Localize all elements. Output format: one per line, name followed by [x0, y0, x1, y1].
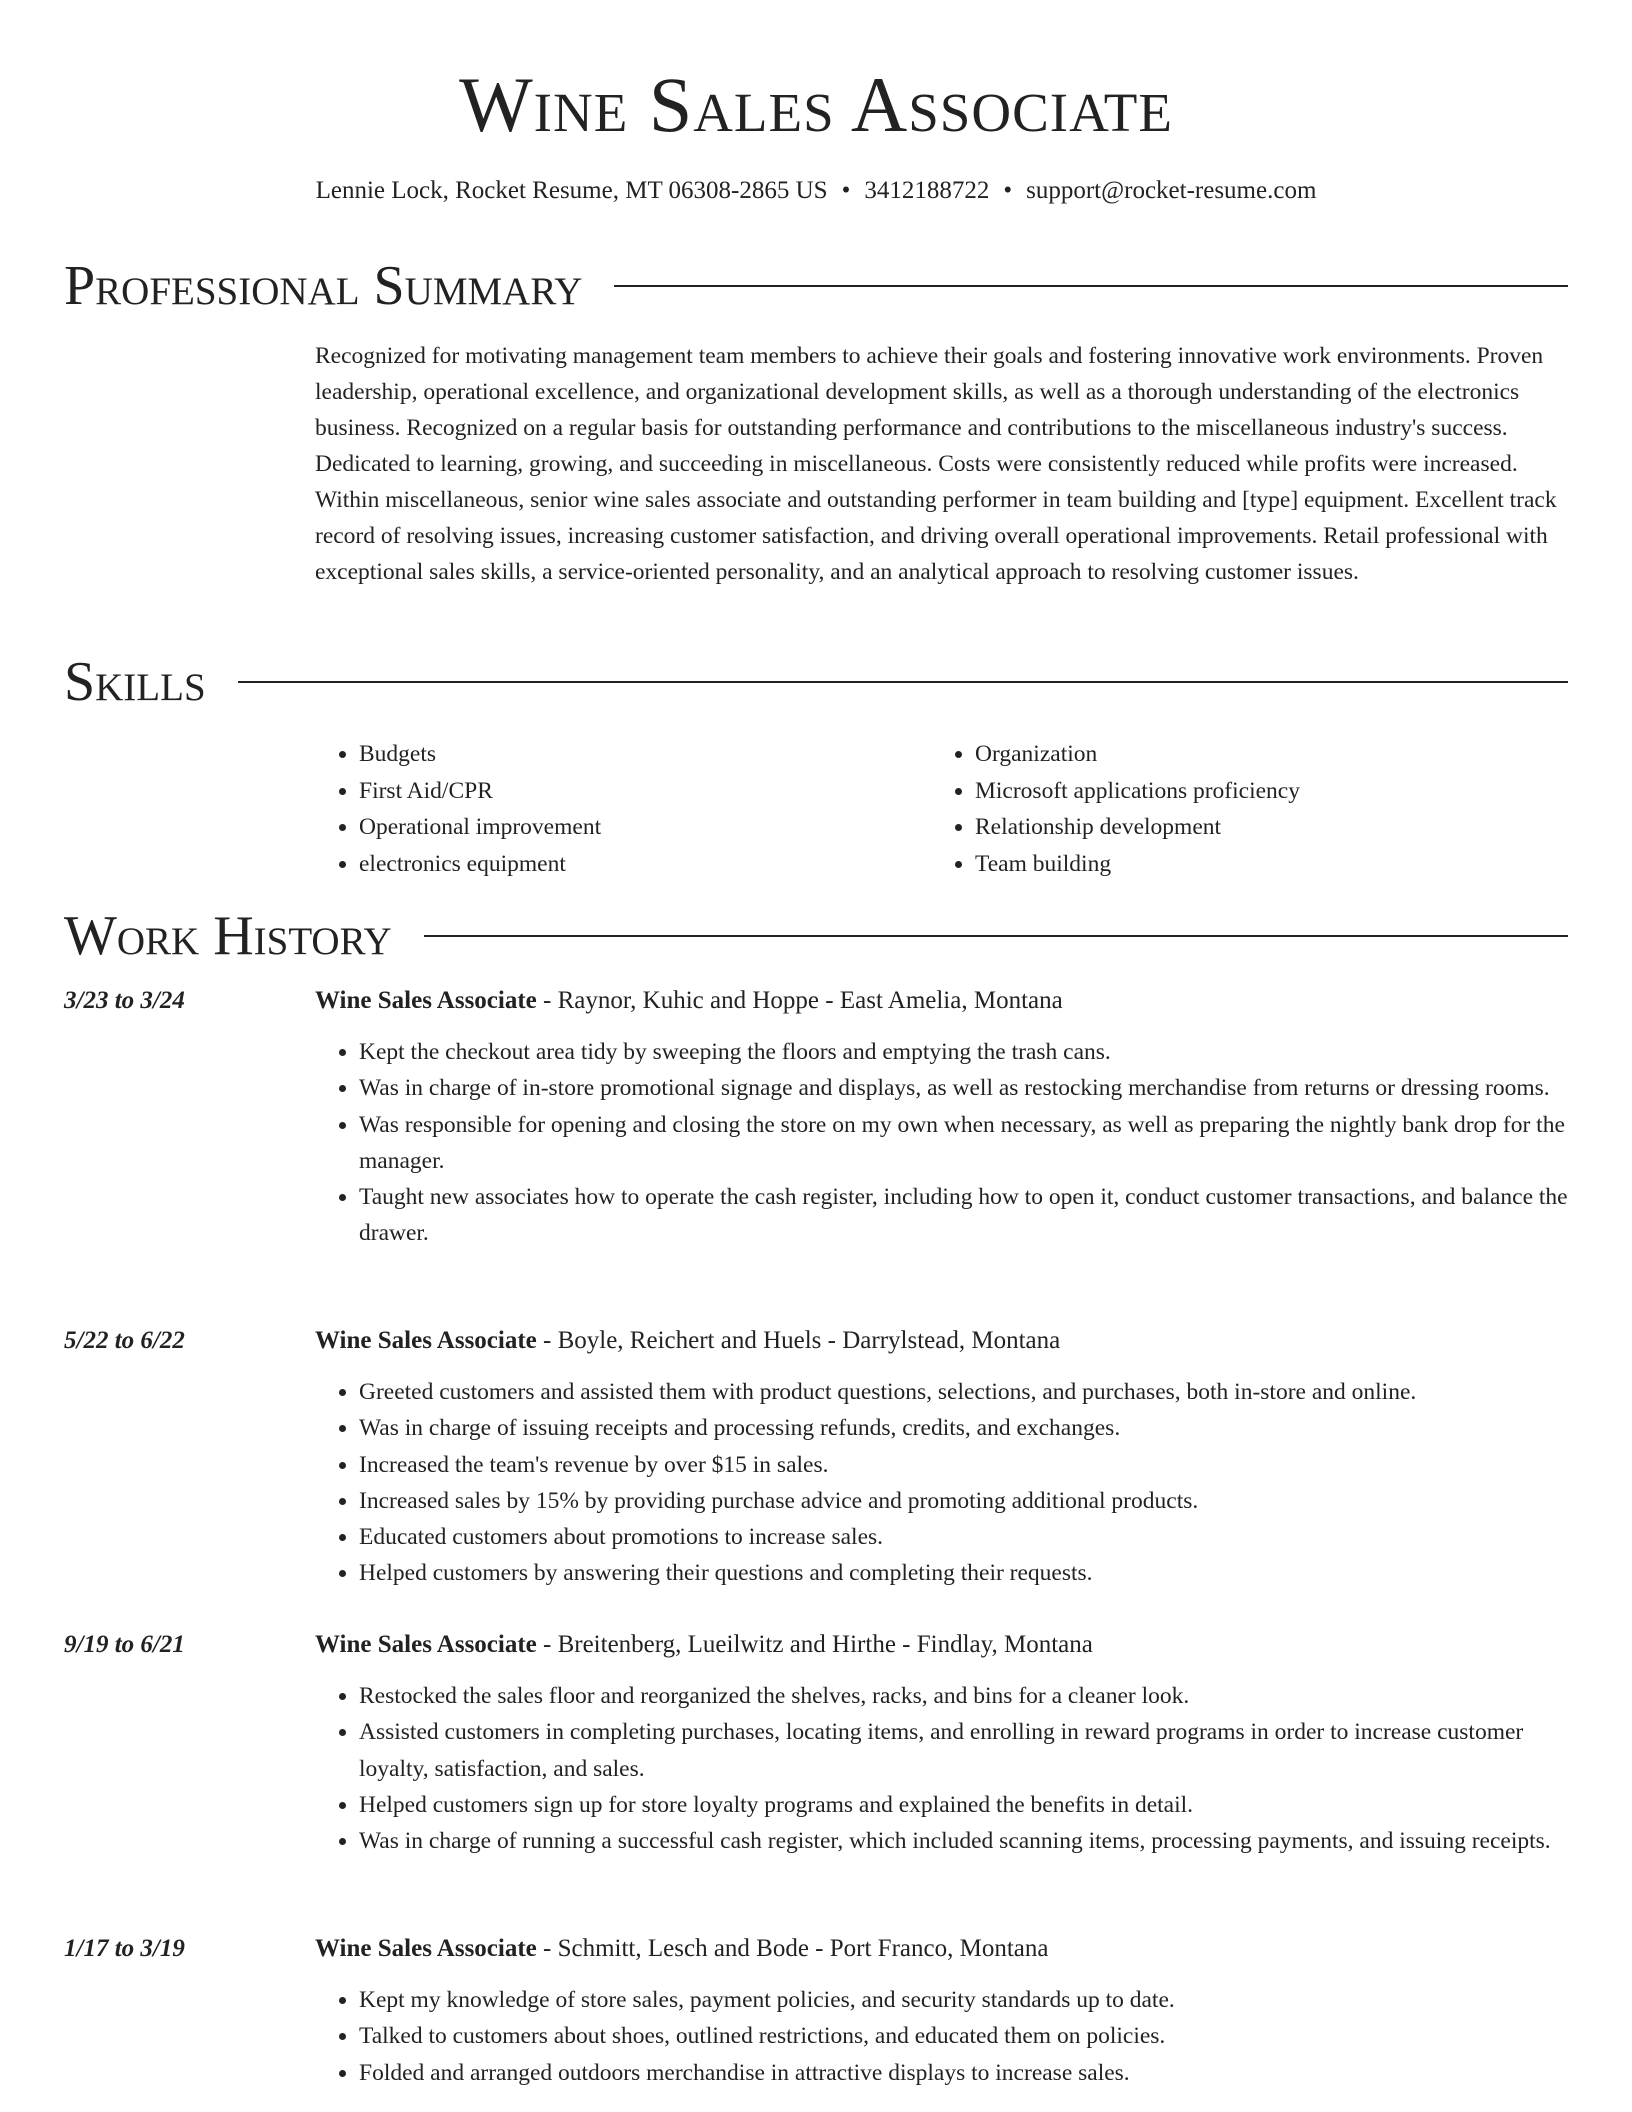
skills-section-header — [64, 650, 1568, 714]
job-title: Wine Sales Associate — [315, 1327, 537, 1354]
skills-column-left — [315, 736, 931, 883]
job-duty: • Helped customers sign up for store loyalty programs and explained the benefits in detail. — [359, 1787, 1570, 1823]
job-employer: - Raynor, Kuhic and Hoppe - East Amelia, Montana — [536, 987, 1063, 1014]
job-title: Wine Sales Associate — [315, 1935, 537, 1962]
job-duty: • Taught new associates how to operate the cash register, including how to open it, conduct customer transactions, and balance the drawer. — [359, 1179, 1570, 1252]
job-duty: • Was responsible for opening and closing the store on my own when necessary, as well as preparing the nightly bank drop for the manager. — [359, 1107, 1570, 1180]
section-title-work: Work History — [64, 905, 392, 967]
section-title-skills: Skills — [64, 651, 206, 713]
job-duty: • Was in charge of issuing receipts and processing refunds, credits, and exchanges. — [359, 1410, 1570, 1446]
resume-title: Wine Sales Associate — [459, 61, 1173, 148]
job-heading — [315, 1324, 1060, 1358]
job-duty: • Was in charge of in-store promotional signage and displays, as well as restocking merchandise from returns or dressing rooms. — [359, 1070, 1570, 1106]
job-duties — [315, 1374, 1570, 1592]
job-title: Wine Sales Associate — [315, 987, 537, 1014]
bullet-separator: • — [1003, 177, 1013, 204]
skill-item: • First Aid/CPR — [359, 773, 931, 810]
summary-text: Recognized for motivating management team members to achieve their goals and fostering innovative work environments. Proven leadership, operational excellence, and organizational development skills, as well as a thorough understanding of the electronics business. Recognized on a regular basis for outstanding performance and contributions to the miscellaneous industry's success. Dedicated to learning, growing, and succeeding in miscellaneous. Costs were consistently reduced while profits were increased. Within miscellaneous, senior wine sales associate and outstanding performer in team building and [type] equipment. Excellent track record of resolving issues, increasing customer satisfaction, and driving overall operational improvements. Retail professional with exceptional sales skills, a service-oriented personality, and an analytical approach to resolving customer issues. — [315, 343, 1557, 585]
job-employer: - Breitenberg, Lueilwitz and Hirthe - Findlay, Montana — [536, 1631, 1093, 1658]
job-duty: • Educated customers about promotions to increase sales. — [359, 1519, 1570, 1555]
summary-section-header — [64, 254, 1568, 318]
job-duty: • Was in charge of running a successful cash register, which included scanning items, processing payments, and issuing receipts. — [359, 1823, 1570, 1859]
job-duty: • Kept my knowledge of store sales, payment policies, and security standards up to date. — [359, 1982, 1570, 2018]
job-duties — [315, 1034, 1570, 1252]
contact-address: Lennie Lock, Rocket Resume, MT 06308-2865 US — [315, 177, 828, 204]
job-duty: • Increased the team's revenue by over $15 in sales. — [359, 1447, 1570, 1483]
job-duty: • Folded and arranged outdoors merchandise in attractive displays to increase sales. — [359, 2055, 1570, 2091]
job-duties — [315, 1678, 1570, 1859]
job-employer: - Boyle, Reichert and Huels - Darrylstead, Montana — [536, 1327, 1061, 1354]
section-title-summary: Professional Summary — [64, 255, 583, 317]
job-duty: • Assisted customers in completing purchases, locating items, and enrolling in reward programs in order to increase customer loyalty, satisfaction, and sales. — [359, 1714, 1570, 1787]
job-heading — [315, 1932, 1048, 1966]
section-divider — [614, 285, 1568, 287]
job-dates: 3/23 to 3/24 — [64, 987, 185, 1014]
job-employer: - Schmitt, Lesch and Bode - Port Franco, Montana — [536, 1935, 1049, 1962]
section-divider — [238, 681, 1568, 683]
skill-item: • Budgets — [359, 736, 931, 773]
skill-item: • Relationship development — [975, 809, 1547, 846]
job-duty: • Talked to customers about shoes, outlined restrictions, and educated them on policies. — [359, 2018, 1570, 2054]
skills-list — [315, 736, 1570, 883]
job-dates: 5/22 to 6/22 — [64, 1327, 185, 1354]
contact-line — [0, 174, 1632, 208]
job-title: Wine Sales Associate — [315, 1631, 537, 1658]
skill-item: • Organization — [975, 736, 1547, 773]
skill-item: • Microsoft applications proficiency — [975, 773, 1547, 810]
skill-item: • Operational improvement — [359, 809, 931, 846]
job-duty: • Increased sales by 15% by providing purchase advice and promoting additional products. — [359, 1483, 1570, 1519]
job-duties — [315, 1982, 1570, 2091]
job-duty: • Helped customers by answering their questions and completing their requests. — [359, 1555, 1570, 1591]
job-dates: 1/17 to 3/19 — [64, 1935, 185, 1962]
skill-item: • electronics equipment — [359, 846, 931, 883]
work-section-header — [64, 904, 1568, 968]
bullet-separator: • — [841, 177, 851, 204]
job-dates: 9/19 to 6/21 — [64, 1631, 185, 1658]
job-duty: • Kept the checkout area tidy by sweeping the floors and emptying the trash cans. — [359, 1034, 1570, 1070]
contact-phone: 3412188722 — [864, 177, 990, 204]
job-heading — [315, 984, 1063, 1018]
skills-column-right — [931, 736, 1547, 883]
skill-item: • Team building — [975, 846, 1547, 883]
contact-email: support@rocket-resume.com — [1026, 177, 1317, 204]
job-heading — [315, 1628, 1093, 1662]
section-divider — [424, 935, 1568, 937]
job-duty: • Greeted customers and assisted them with product questions, selections, and purchases, both in-store and online. — [359, 1374, 1570, 1410]
job-duty: • Restocked the sales floor and reorganized the shelves, racks, and bins for a cleaner look. — [359, 1678, 1570, 1714]
